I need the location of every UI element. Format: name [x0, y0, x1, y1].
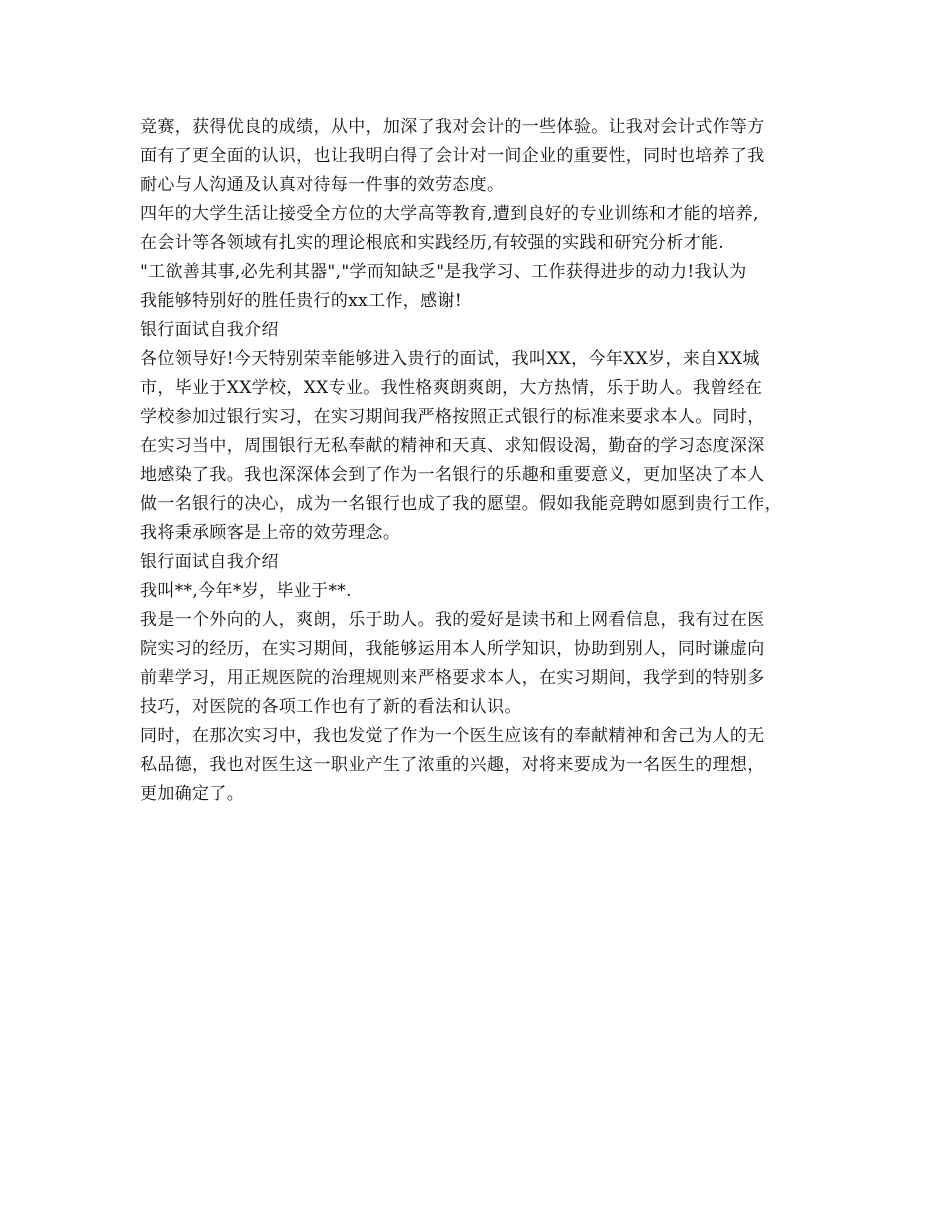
- section-heading: 银行面试自我介绍: [140, 552, 279, 572]
- text-line: 市，毕业于XX学校，XX专业。我性格爽朗爽朗，大方热情，乐于助人。我曾经在: [140, 378, 763, 398]
- text-line: 私品德，我也对医生这一职业产生了浓重的兴趣，对将来要成为一名医生的理想，: [140, 755, 765, 775]
- document-body: [140, 113, 830, 809]
- text-line: 竞赛，获得优良的成绩，从中，加深了我对会计的一些体验。让我对会计式作等方: [140, 117, 765, 137]
- text-line: 地感染了我。我也深深体会到了作为一名银行的乐趣和重要意义，更加坚决了本人: [140, 465, 765, 485]
- section-heading: 银行面试自我介绍: [140, 320, 279, 340]
- text-line: 耐心与人沟通及认真对待每一件事的效劳态度。: [140, 175, 505, 195]
- text-line: 面有了更全面的认识，也让我明白得了会计对一间企业的重要性，同时也培养了我: [140, 146, 765, 166]
- text-line: 同时，在那次实习中，我也发觉了作为一个医生应该有的奉献精神和舍己为人的无: [140, 726, 765, 746]
- text-line: 技巧，对医院的各项工作也有了新的看法和认识。: [140, 697, 522, 717]
- text-line: 更加确定了。: [140, 784, 245, 804]
- text-line: 我能够特别好的胜任贵行的xx工作，感谢!: [140, 291, 463, 311]
- text-line: 我将秉承顾客是上帝的效劳理念。: [140, 523, 401, 543]
- text-line: 做一名银行的决心，成为一名银行也成了我的愿望。假如我能竞聘如愿到贵行工作，: [140, 494, 782, 514]
- text-line: 在实习当中，周围银行无私奉献的精神和天真、求知假设渴，勤奋的学习态度深深: [140, 436, 765, 456]
- text-line: 院实习的经历，在实习期间，我能够运用本人所学知识，协助到别人，同时谦虚向: [140, 639, 765, 659]
- text-line: 前辈学习，用正规医院的治理规则来严格要求本人，在实习期间，我学到的特别多: [140, 668, 765, 688]
- text-line: 我叫**,今年*岁，毕业于**.: [140, 581, 352, 601]
- text-line: 四年的大学生活让接受全方位的大学高等教育,遭到良好的专业训练和才能的培养,: [140, 204, 759, 224]
- text-line: "工欲善其事,必先利其器","学而知缺乏"是我学习、工作获得进步的动力!我认为: [140, 262, 747, 282]
- text-line: 在会计等各领域有扎实的理论根底和实践经历,有较强的实践和研究分析才能.: [140, 233, 725, 253]
- text-line: 各位领导好!今天特别荣幸能够进入贵行的面试，我叫XX，今年XX岁，来自XX城: [140, 349, 760, 369]
- text-line: 学校参加过银行实习，在实习期间我严格按照正式银行的标准来要求本人。同时，: [140, 407, 765, 427]
- text-line: 我是一个外向的人，爽朗，乐于助人。我的爱好是读书和上网看信息，我有过在医: [140, 610, 765, 630]
